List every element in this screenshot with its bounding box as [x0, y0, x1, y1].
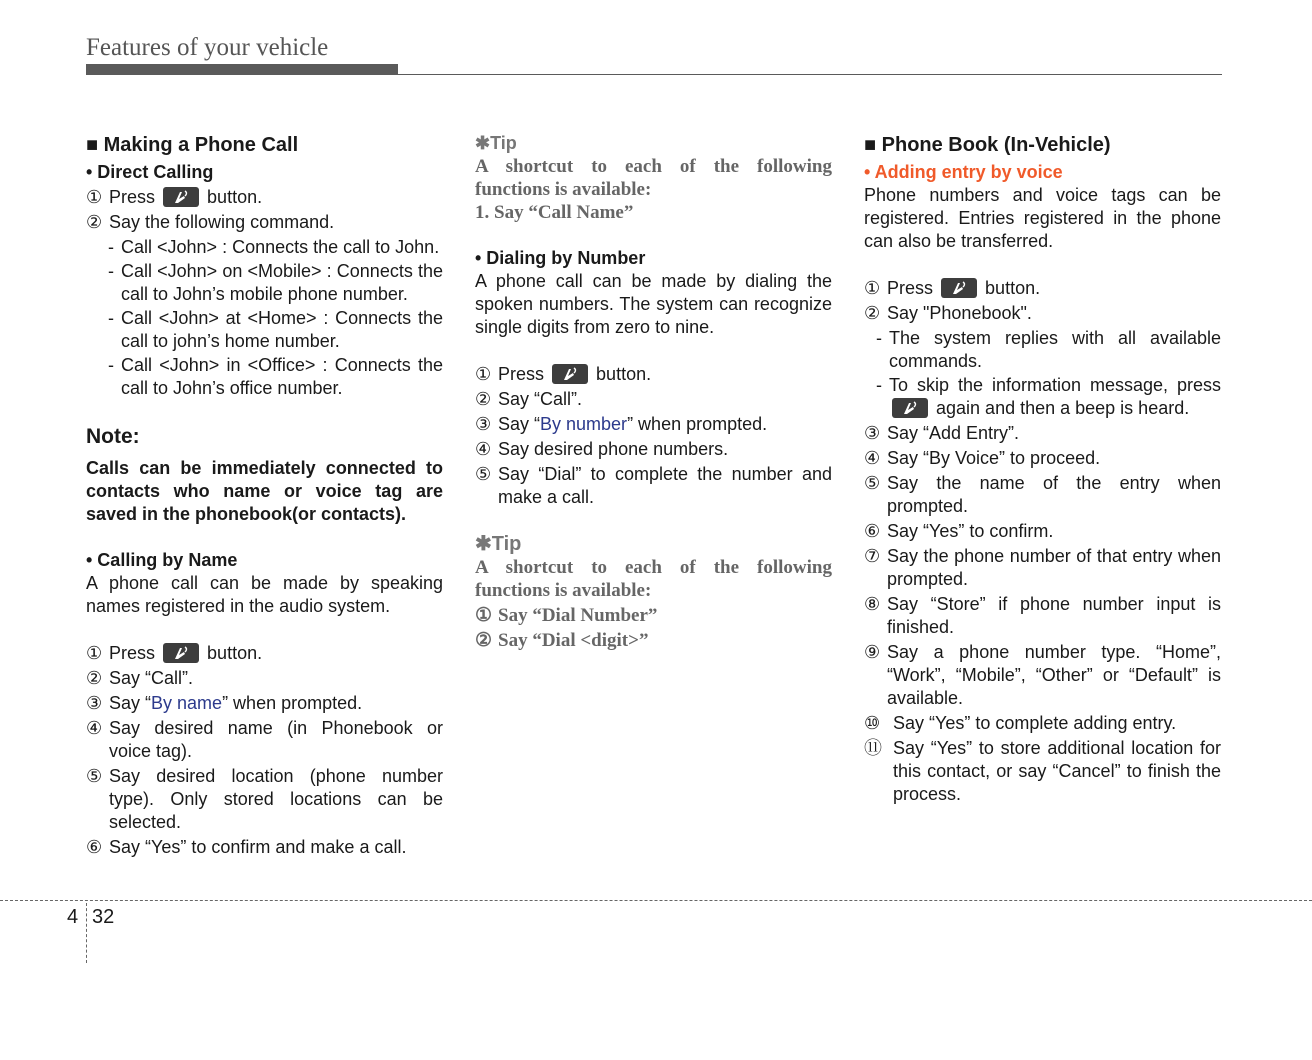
list-item: ④ Say desired phone numbers.	[475, 439, 729, 459]
phone-voice-button-icon	[163, 187, 199, 207]
list-item: ⑥ Say “Yes” to confirm.	[864, 521, 1054, 541]
tip-body: A shortcut to each of the following functions is available:	[475, 156, 832, 200]
tip-item: ② Say “Dial <digit>”	[475, 630, 649, 651]
list-item: ⑩ Say “Yes” to complete adding entry.	[864, 713, 1177, 733]
subsection-adding-entry: • Adding entry by voice	[864, 162, 1063, 182]
list-item: - The system replies with all available commands.	[876, 328, 1221, 371]
list-item: ④ Say desired name (in Phonebook or voice tag).	[86, 718, 443, 761]
tip-item: ① Say “Dial Number”	[475, 605, 658, 626]
list-item: ② Say “Call”.	[86, 668, 194, 688]
header-rule-thin	[398, 74, 1222, 75]
list-item: - Call <John> at <Home> : Connects the call to john’s home number.	[108, 308, 443, 351]
list-item: ⑥ Say “Yes” to confirm and make a call.	[86, 837, 407, 857]
list-item: - Call <John> in <Office> : Connects the call to John’s office number.	[108, 355, 443, 398]
phone-voice-button-icon	[941, 278, 977, 298]
phone-voice-button-icon	[892, 398, 928, 418]
tip-title: ✱Tip	[475, 533, 522, 555]
note-title: Note:	[86, 425, 140, 448]
list-item: ⑤ Say desired location (phone number type). Only stored locations can be selected.	[86, 766, 443, 832]
header-rule-thick	[86, 64, 398, 75]
subsection-direct-calling: • Direct Calling	[86, 162, 214, 182]
list-item: ⑪ Say “Yes” to store additional location for this contact, or say “Cancel” to finish the process.	[864, 738, 1221, 804]
list-item: ⑧ Say “Store” if phone number input is finished.	[864, 594, 1221, 637]
header-title: Features of your vehicle	[86, 34, 329, 61]
phone-voice-button-icon	[163, 643, 199, 663]
list-item: ⑤ Say “Dial” to complete the number and make a call.	[475, 464, 832, 507]
list-item: ② Say "Phonebook".	[864, 303, 1032, 323]
column-left	[86, 132, 443, 861]
list-item: ① Press button.	[86, 187, 263, 207]
list-item: ③ Say “Add Entry”.	[864, 423, 1020, 443]
page-number: 32	[92, 906, 115, 928]
column-right	[864, 132, 1221, 808]
list-item: - Call <John> : Connects the call to John.	[108, 237, 440, 257]
list-item: ③ Say “By name” when prompted.	[86, 693, 363, 713]
tip-body: A shortcut to each of the following functions is available:	[475, 557, 832, 601]
subsection-dialing-by-number: • Dialing by Number	[475, 248, 646, 268]
list-item: - Call <John> on <Mobile> : Connects the call to John’s mobile phone number.	[108, 261, 443, 304]
list-item: ④ Say “By Voice” to proceed.	[864, 448, 1101, 468]
paragraph: Phone numbers and voice tags can be registered. Entries registered in the phone can also be transferred.	[864, 185, 1221, 251]
column-middle	[475, 132, 832, 654]
list-item: ② Say “Call”.	[475, 389, 583, 409]
highlight-by-name: By name	[151, 693, 223, 713]
list-item: - To skip the information message, press again and then a beep is heard.	[876, 375, 1221, 418]
list-item: ① Press button.	[864, 278, 1041, 298]
tip-title: ✱Tip	[475, 133, 517, 153]
tip-item: 1. Say “Call Name”	[475, 202, 634, 223]
list-item: ⑦ Say the phone number of that entry when prompted.	[864, 546, 1221, 589]
chapter-number: 4	[67, 906, 79, 928]
list-item: ① Press button.	[475, 364, 652, 384]
paragraph: A phone call can be made by speaking names registered in the audio system.	[86, 573, 443, 616]
footer-vertical-divider	[86, 903, 87, 963]
phone-voice-button-icon	[552, 364, 588, 384]
section-title-phone-book: ■ Phone Book (In-Vehicle)	[864, 134, 1111, 156]
note-body: Calls can be immediately connected to contacts who name or voice tag are saved in the phonebook(or contacts).	[86, 458, 443, 524]
paragraph: A phone call can be made by dialing the spoken numbers. The system can recognize single digits from zero to nine.	[475, 271, 832, 337]
list-item: ⑨ Say a phone number type. “Home”, “Work”, “Mobile”, “Other” or “Default” is available.	[864, 642, 1221, 708]
subsection-calling-by-name: • Calling by Name	[86, 550, 238, 570]
footer-divider	[0, 900, 1312, 901]
highlight-by-number: By number	[540, 414, 628, 434]
list-item: ⑤ Say the name of the entry when prompted.	[864, 473, 1221, 516]
list-item: ① Press button.	[86, 643, 263, 663]
list-item: ② Say the following command.	[86, 212, 335, 232]
section-title-making-call: ■ Making a Phone Call	[86, 134, 299, 156]
list-item: ③ Say “By number” when prompted.	[475, 414, 768, 434]
